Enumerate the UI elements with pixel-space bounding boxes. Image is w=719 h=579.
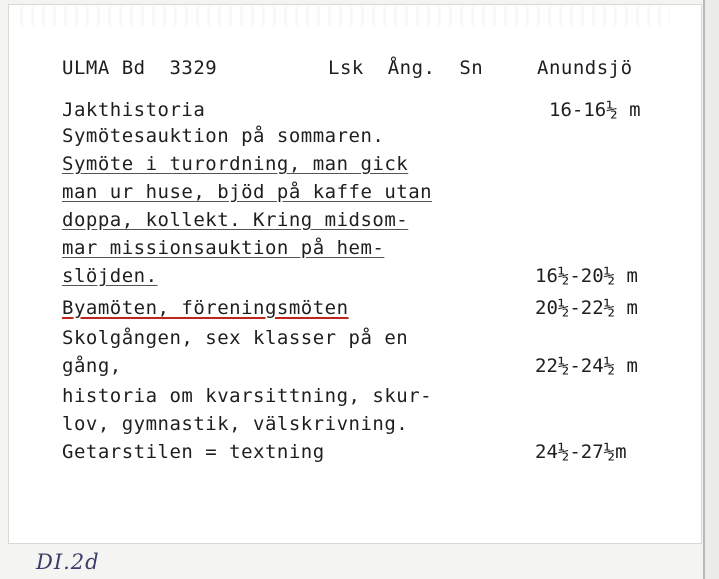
entry-text: mar missionsauktion på hem- — [62, 237, 385, 259]
entry-text: doppa, kollekt. Kring midsom- — [62, 209, 409, 231]
entry-time: 16½-20½ m — [535, 265, 638, 287]
entry-time: 22½-24½ m — [535, 355, 638, 377]
entry-time: 24½-27½m — [535, 441, 627, 463]
entry-text: man ur huse, bjöd på kaffe utan — [62, 181, 433, 203]
entry-text: Byamöten, föreningsmöten — [62, 297, 349, 319]
entry-time: 16-16½ m — [549, 99, 641, 121]
entry-text: lov, gymnastik, välskrivning. — [62, 413, 409, 435]
entry-text: Jakthistoria — [62, 99, 206, 121]
entry-text: Getarstilen = textning — [62, 441, 325, 463]
entry-time: 20½-22½ m — [535, 297, 638, 319]
entry-text: Symötesauktion på sommaren. — [62, 125, 385, 147]
handwritten-note: DI.2d — [36, 550, 100, 574]
entry-text: Skolgången, sex klasser på en — [62, 327, 409, 349]
entry-text: gång, — [62, 355, 122, 377]
parish-name: Anundsjö — [537, 57, 633, 79]
entry-text: Symöte i turordning, man gick — [62, 153, 409, 175]
scan-noise — [20, 6, 670, 26]
entry-text: historia om kvarsittning, skur- — [62, 385, 433, 407]
entry-text: slöjden. — [62, 265, 158, 287]
card-edge — [703, 0, 719, 579]
archive-reference: ULMA Bd 3329 — [62, 57, 218, 79]
place-code: Lsk Ång. Sn — [328, 57, 484, 79]
